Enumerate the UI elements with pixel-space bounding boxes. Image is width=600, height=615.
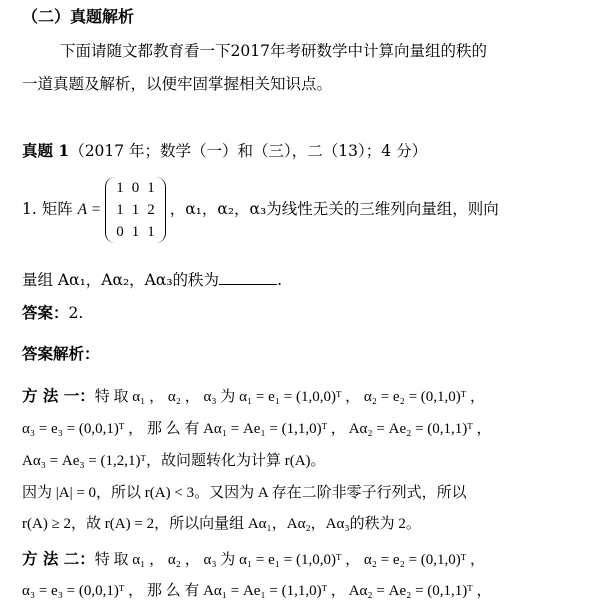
matrix-cell: 1 bbox=[116, 202, 124, 218]
matrix-cell: 0 bbox=[131, 180, 140, 196]
question-1 bbox=[22, 176, 499, 246]
question-1-prefix: 1. 矩阵 bbox=[22, 200, 78, 218]
question-label: 真题 1 bbox=[22, 141, 70, 160]
answer-line bbox=[22, 302, 83, 324]
method-2-line-2: α₃ = e₃ = (0,0,1)ᵀ ， 那 么 有 Aα₁ = Ae₁ = (1,1,0)ᵀ ， Aα₂ = Ae₂ = (0,1,1)ᵀ ， bbox=[22, 583, 492, 599]
method-1-line-5: r(A) ≥ 2，故 r(A) = 2，所以向量组 Aα₁，Aα₂，Aα₃的秩为 2。 bbox=[22, 516, 421, 532]
intro-line-2: 一道真题及解析，以便牢固掌握相关知识点。 bbox=[22, 75, 333, 93]
method-1-text-1: 特 取 α₁ ， α₂ ， α₃ 为 α₁ = e₁ = (1,0,0)ᵀ ， α₂ = e₂ = (0,1,0)ᵀ ， bbox=[94, 389, 485, 405]
question-1-text: ，α₁，α₂，α₃为线性无关的三维列向量组，则向 bbox=[169, 200, 499, 218]
matrix-cell: 1 bbox=[147, 180, 155, 196]
method-1-line-2: α₃ = e₃ = (0,0,1)ᵀ ， 那 么 有 Aα₁ = Ae₁ = (1,1,0)ᵀ ， Aα₂ = Ae₂ = (0,1,1)ᵀ ， bbox=[22, 421, 492, 437]
intro-line-1: 下面请随文都教育看一下2017年考研数学中计算向量组的秩的 bbox=[60, 42, 487, 60]
method-2-line-1 bbox=[22, 548, 485, 571]
matrix-cell: 0 bbox=[116, 224, 124, 240]
answer-value: 2. bbox=[68, 304, 84, 322]
matrix-cell: 1 bbox=[131, 224, 140, 240]
section-heading: （二）真题解析 bbox=[22, 7, 135, 26]
question-1-end-mark: . bbox=[277, 271, 282, 289]
question-1-line-2-text: 量组 Aα₁，Aα₂，Aα₃的秩为 bbox=[22, 271, 220, 289]
matrix-cell: 1 bbox=[116, 180, 124, 196]
method-1-line-4: 因为 |A| = 0，所以 r(A) < 3。又因为 A 存在二阶非零子行列式，所以 bbox=[22, 485, 467, 501]
method-1-label: 方 法 一： bbox=[22, 386, 95, 405]
question-header bbox=[22, 140, 427, 162]
matrix-a bbox=[105, 177, 166, 243]
matrix-symbol: A = bbox=[77, 201, 102, 218]
method-2-label: 方 法 二： bbox=[22, 549, 95, 568]
question-1-line-2 bbox=[22, 268, 282, 291]
method-1-line-1 bbox=[22, 385, 485, 408]
question-source: （2017 年；数学（一）和（三），二（13）；4 分） bbox=[69, 142, 428, 160]
matrix-cell: 1 bbox=[131, 202, 140, 218]
matrix-cell: 2 bbox=[147, 202, 155, 218]
answer-label: 答案： bbox=[22, 303, 69, 322]
answer-blank bbox=[219, 268, 277, 285]
analysis-label: 答案解析： bbox=[22, 344, 100, 363]
method-1-line-3: Aα₃ = Ae₃ = (1,2,1)ᵀ，故问题转化为计算 r(A)。 bbox=[22, 453, 326, 469]
matrix-cell: 1 bbox=[147, 224, 155, 240]
method-2-text-1: 特 取 α₁ ， α₂ ， α₃ 为 α₁ = e₁ = (1,0,0)ᵀ ， α₂ = e₂ = (0,1,0)ᵀ ， bbox=[94, 552, 485, 568]
